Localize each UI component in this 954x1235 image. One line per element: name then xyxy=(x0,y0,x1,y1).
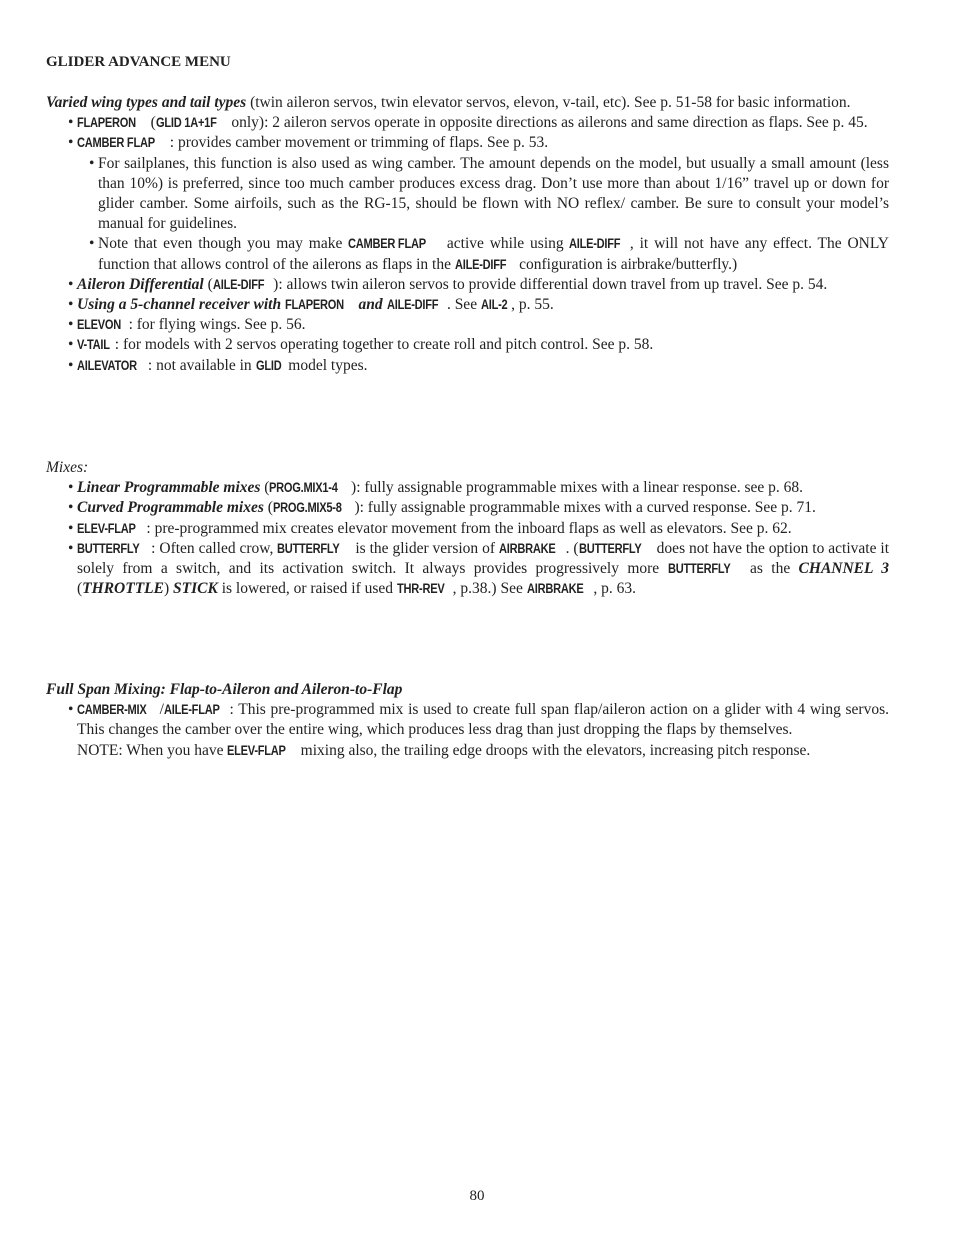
wing-types-intro: Varied wing types and tail types (twin aileron servos, twin elevator servos, elevon, v-tail, etc). See p. 51-58 for basic information. xyxy=(46,94,851,111)
list-item-5-channel: • Using a 5-channel receiver with FLAPERON and AILE-DIFF . See AIL-2 , p. 55. xyxy=(68,296,554,314)
mixes-title: Mixes: xyxy=(46,459,89,476)
page-heading: GLIDER ADVANCE MENU xyxy=(46,54,231,70)
list-item-v-tail: • V-TAIL : for models with 2 servos operating together to create roll and pitch control. See p. 58. xyxy=(68,336,654,354)
wing-types-section xyxy=(46,93,889,376)
full-span-section xyxy=(46,680,889,761)
list-item-elev-flap: • ELEV-FLAP : pre-programmed mix creates elevator movement from the inboard flaps as well as elevators. See p. 62. xyxy=(68,519,792,537)
list-item-elevon: • ELEVON : for flying wings. See p. 56. xyxy=(68,316,306,334)
full-span-title: Full Span Mixing: Flap-to-Aileron and Aileron-to-Flap xyxy=(46,681,403,698)
list-item-aileron-differential: • Aileron Differential (AILE-DIFF ): allows twin aileron servos to provide differential down travel from up travel. See p. 54. xyxy=(68,275,828,293)
list-item-ailevator: • AILEVATOR : not available in GLID model types. xyxy=(68,356,368,374)
list-item-camber-flap: • CAMBER FLAP : provides camber movement or trimming of flaps. See p. 53. xyxy=(68,134,549,152)
mixes-section xyxy=(46,458,889,599)
sub-item-note: • Note that even though you may make CAMBER FLAP active while using AILE-DIFF , it will not have any effect. The ONLY function that allows control of the ailerons as flaps in the AILE-DIFF configuration is airbrake/butterfly.) xyxy=(89,235,889,273)
list-item-camber-mix: • CAMBER-MIX /AILE-FLAP : This pre-programmed mix is used to create full span flap/aileron action on a glider with 4 wing servos. This changes the camber over the entire wing, which produces less drag than just dropping the flaps by themselves. xyxy=(68,701,889,739)
sub-item-sailplanes: • For sailplanes, this function is also used as wing camber. The amount depends on the model, but usually a small amount (less than 10%) is preferred, since too much camber produces excess drag. Don’t use more than about 1/16” travel up or down for glider camber. Some airfoils, such as the RG-15, should be flown with NO reflex/ camber. Be sure to consult your model’s manual for guidelines. xyxy=(89,154,889,233)
page-number: 80 xyxy=(469,1188,485,1204)
list-item-linear-mixes: • Linear Programmable mixes (PROG.MIX1-4 ): fully assignable programmable mixes with a linear response. see p. 68. xyxy=(68,479,803,497)
list-item-flaperon: • FLAPERON (GLID 1A+1F only): 2 aileron servos operate in opposite directions as ailerons and same direction as flaps. See p. 45. xyxy=(68,114,868,132)
list-item-butterfly: • BUTTERFLY : Often called crow, BUTTERFLY is the glider version of AIRBRAKE . (BUTTERFLY does not have the option to activate it solely from a switch, and its activation switch. It always provides progressively more BUTTERFLY as the CHANNEL 3 (THROTTLE) STICK is lowered, or raised if used THR-REV , p.38.) See AIRBRAKE , p. 63. xyxy=(68,539,889,598)
elev-flap-note: NOTE: When you have ELEV-FLAP mixing also, the trailing edge droops with the elevators, increasing pitch response. xyxy=(77,741,811,759)
list-item-curved-mixes: • Curved Programmable mixes (PROG.MIX5-8 ): fully assignable programmable mixes with a curved response. See p. 71. xyxy=(68,499,816,517)
